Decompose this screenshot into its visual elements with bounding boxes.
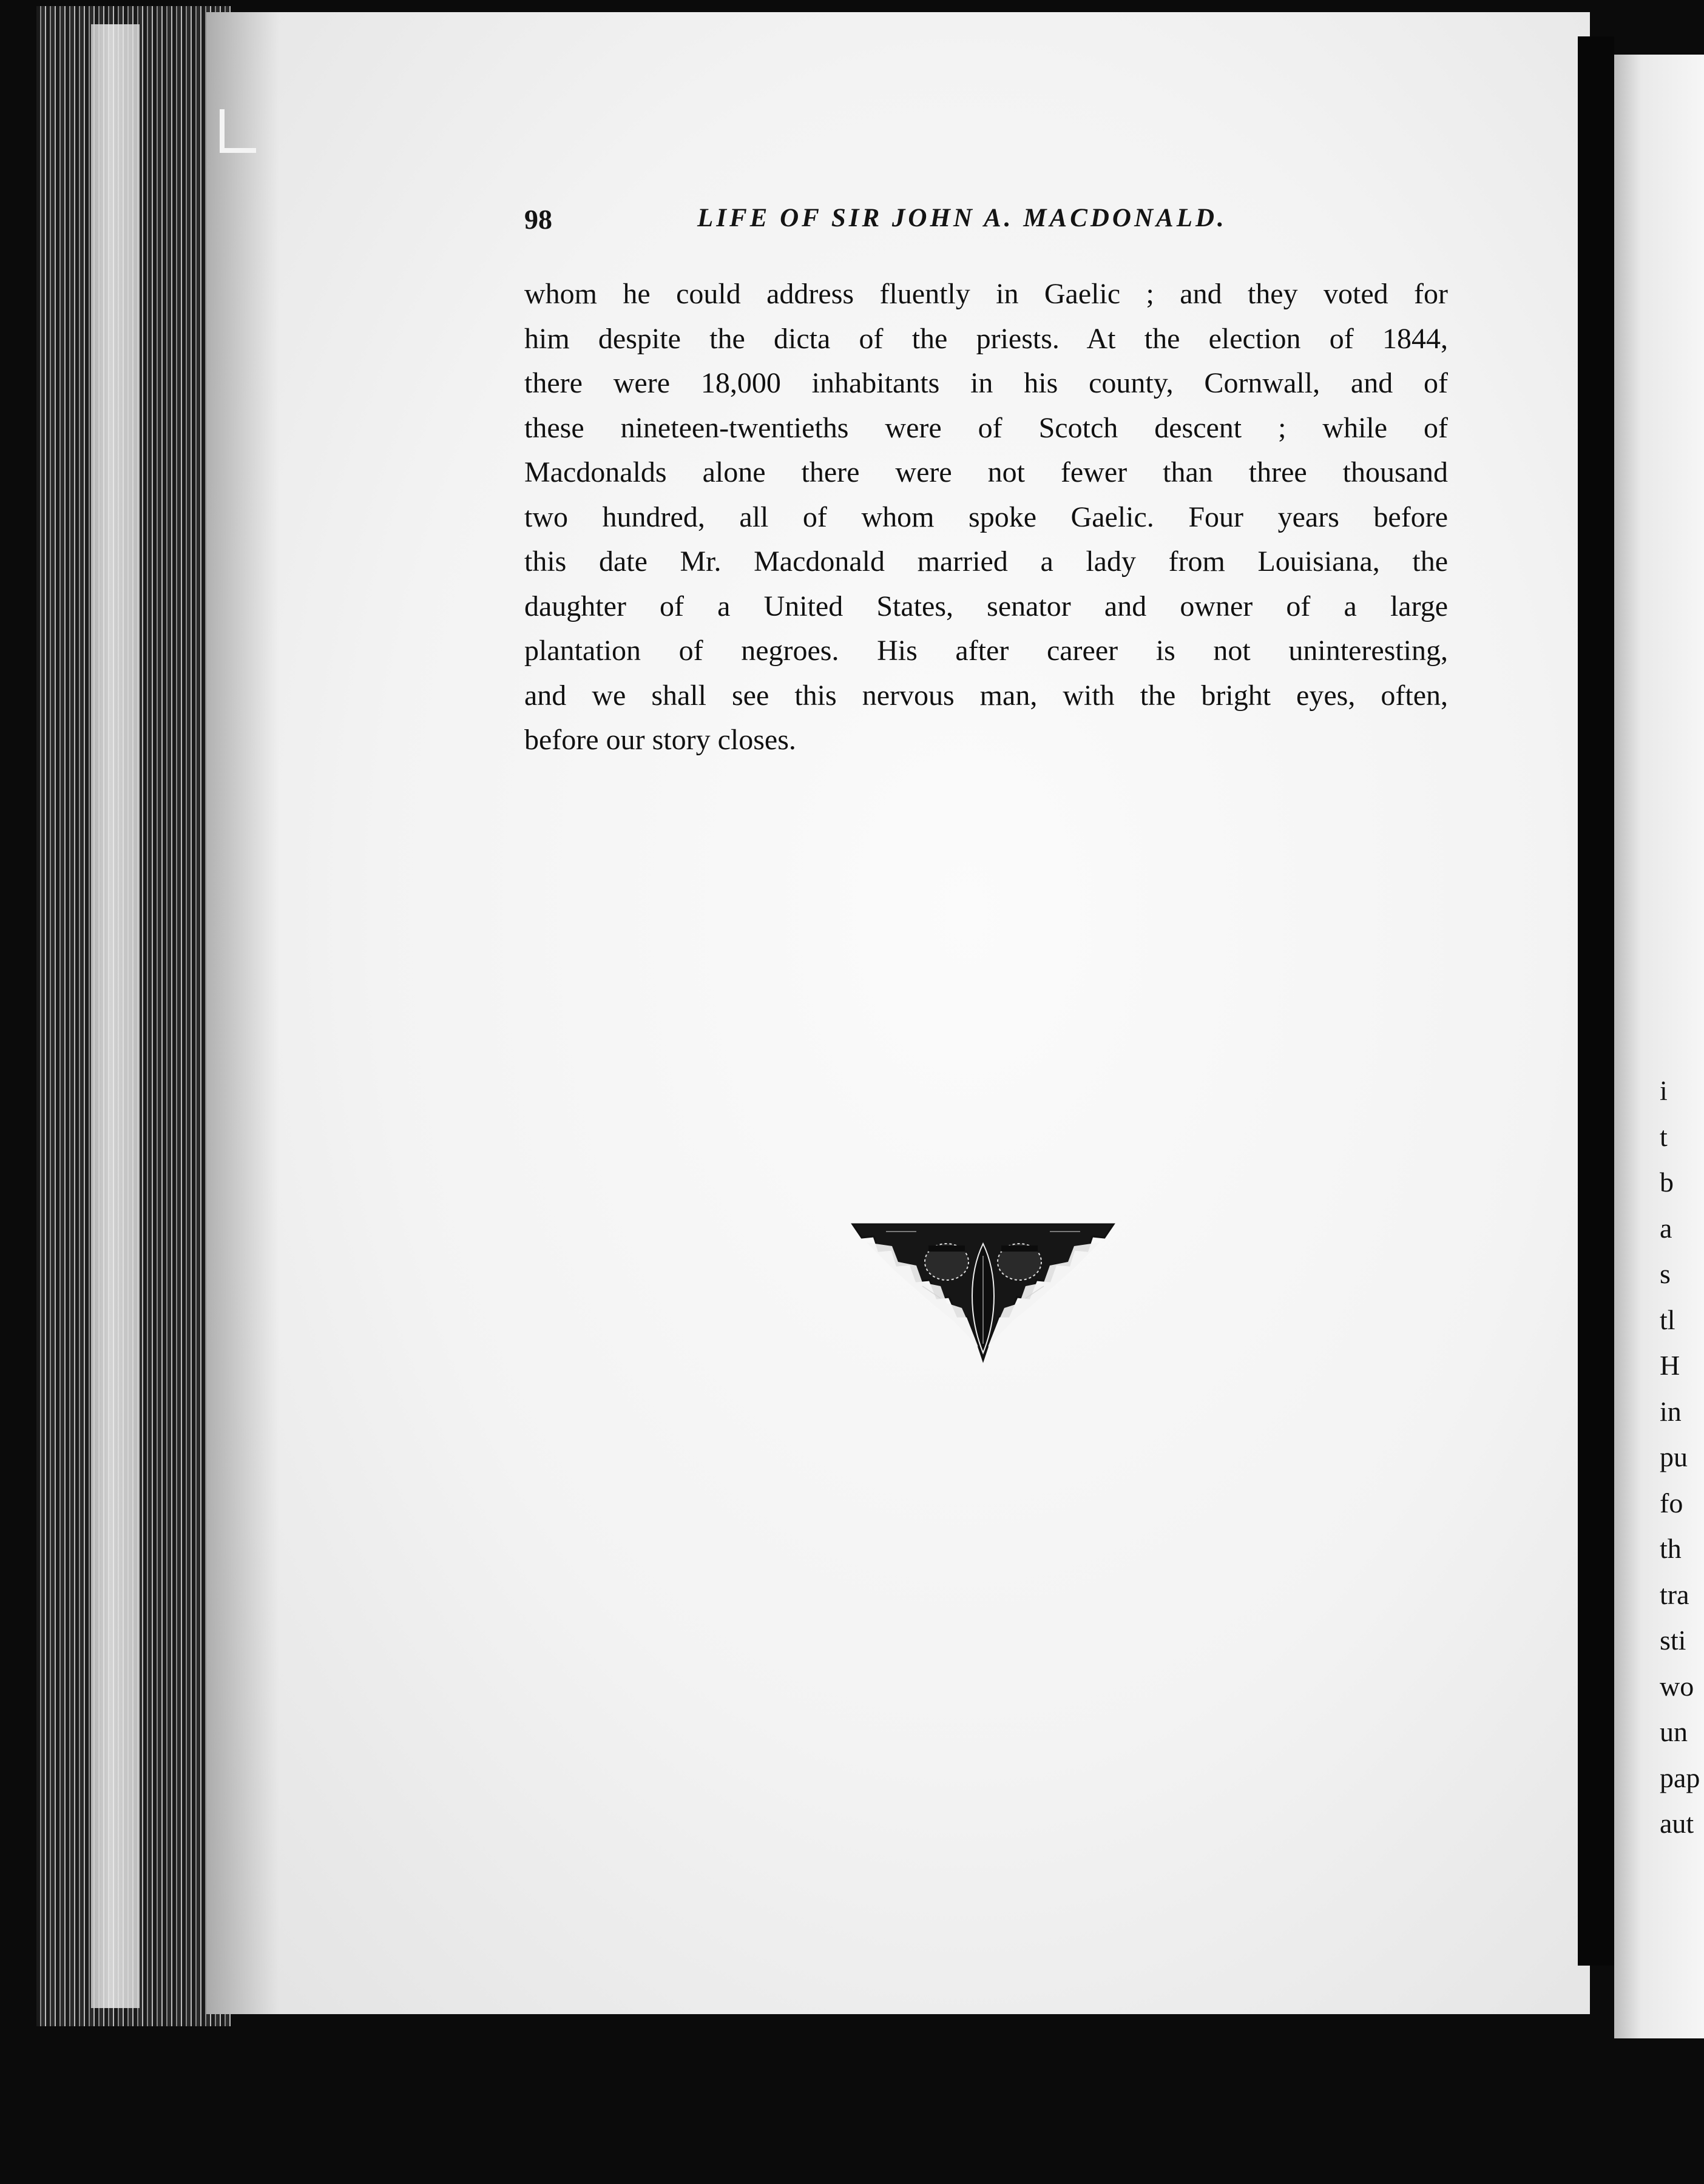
facing-fragment: aut bbox=[1660, 1808, 1694, 1839]
scan-corner-mark bbox=[220, 109, 225, 152]
text-line: whom he could address fluently in Gaelic ; and they voted for bbox=[524, 278, 1448, 310]
facing-fragment: pap bbox=[1660, 1762, 1700, 1793]
facing-fragment: s bbox=[1660, 1258, 1671, 1289]
facing-fragment: sti bbox=[1660, 1625, 1686, 1656]
running-head bbox=[524, 203, 1453, 240]
text-line: him despite the dicta of the priests. At the election of 1844, bbox=[524, 322, 1448, 355]
facing-fragment: tra bbox=[1660, 1579, 1689, 1610]
facing-fragment: in bbox=[1660, 1395, 1682, 1427]
text-line: this date Mr. Macdonald married a lady from Louisiana, the bbox=[524, 545, 1448, 578]
text-line: there were 18,000 inhabitants in his county, Cornwall, and of bbox=[524, 367, 1448, 399]
text-line: daughter of a United States, senator and owner of a large bbox=[524, 590, 1448, 622]
text-line: these nineteen-twentieths were of Scotch descent ; while of bbox=[524, 411, 1448, 444]
page-edge-highlight bbox=[91, 24, 140, 2008]
text-line: plantation of negroes. His after career is not uninteresting, bbox=[524, 635, 1448, 667]
page-number: 98 bbox=[524, 204, 552, 235]
running-title: LIFE OF SIR JOHN A. MACDONALD. bbox=[697, 204, 1227, 232]
thistle-tailpiece-ornament bbox=[850, 1219, 1117, 1365]
book-gutter bbox=[1578, 36, 1614, 1966]
facing-fragment: wo bbox=[1660, 1670, 1694, 1702]
facing-fragment: un bbox=[1660, 1716, 1688, 1747]
text-line: two hundred, all of whom spoke Gaelic. Four years before bbox=[524, 500, 1448, 533]
facing-page-fragments bbox=[1660, 1068, 1704, 1847]
facing-fragment: tl bbox=[1660, 1304, 1675, 1335]
facing-fragment: H bbox=[1660, 1350, 1680, 1381]
text-line: and we shall see this nervous man, with the bright eyes, often, bbox=[524, 679, 1448, 712]
body-paragraph bbox=[524, 272, 1448, 763]
facing-fragment: b bbox=[1660, 1167, 1674, 1198]
page-binding-shadow bbox=[206, 12, 279, 2014]
scan-corner-mark-foot bbox=[220, 148, 256, 153]
facing-fragment: pu bbox=[1660, 1441, 1688, 1472]
facing-fragment: fo bbox=[1660, 1487, 1683, 1518]
facing-fragment: t bbox=[1660, 1121, 1668, 1152]
text-line: Macdonalds alone there were not fewer than three thousand bbox=[524, 456, 1448, 488]
text-line: before our story closes. bbox=[524, 724, 796, 756]
facing-fragment: i bbox=[1660, 1075, 1668, 1106]
facing-fragment: th bbox=[1660, 1533, 1682, 1564]
facing-fragment: a bbox=[1660, 1212, 1672, 1244]
